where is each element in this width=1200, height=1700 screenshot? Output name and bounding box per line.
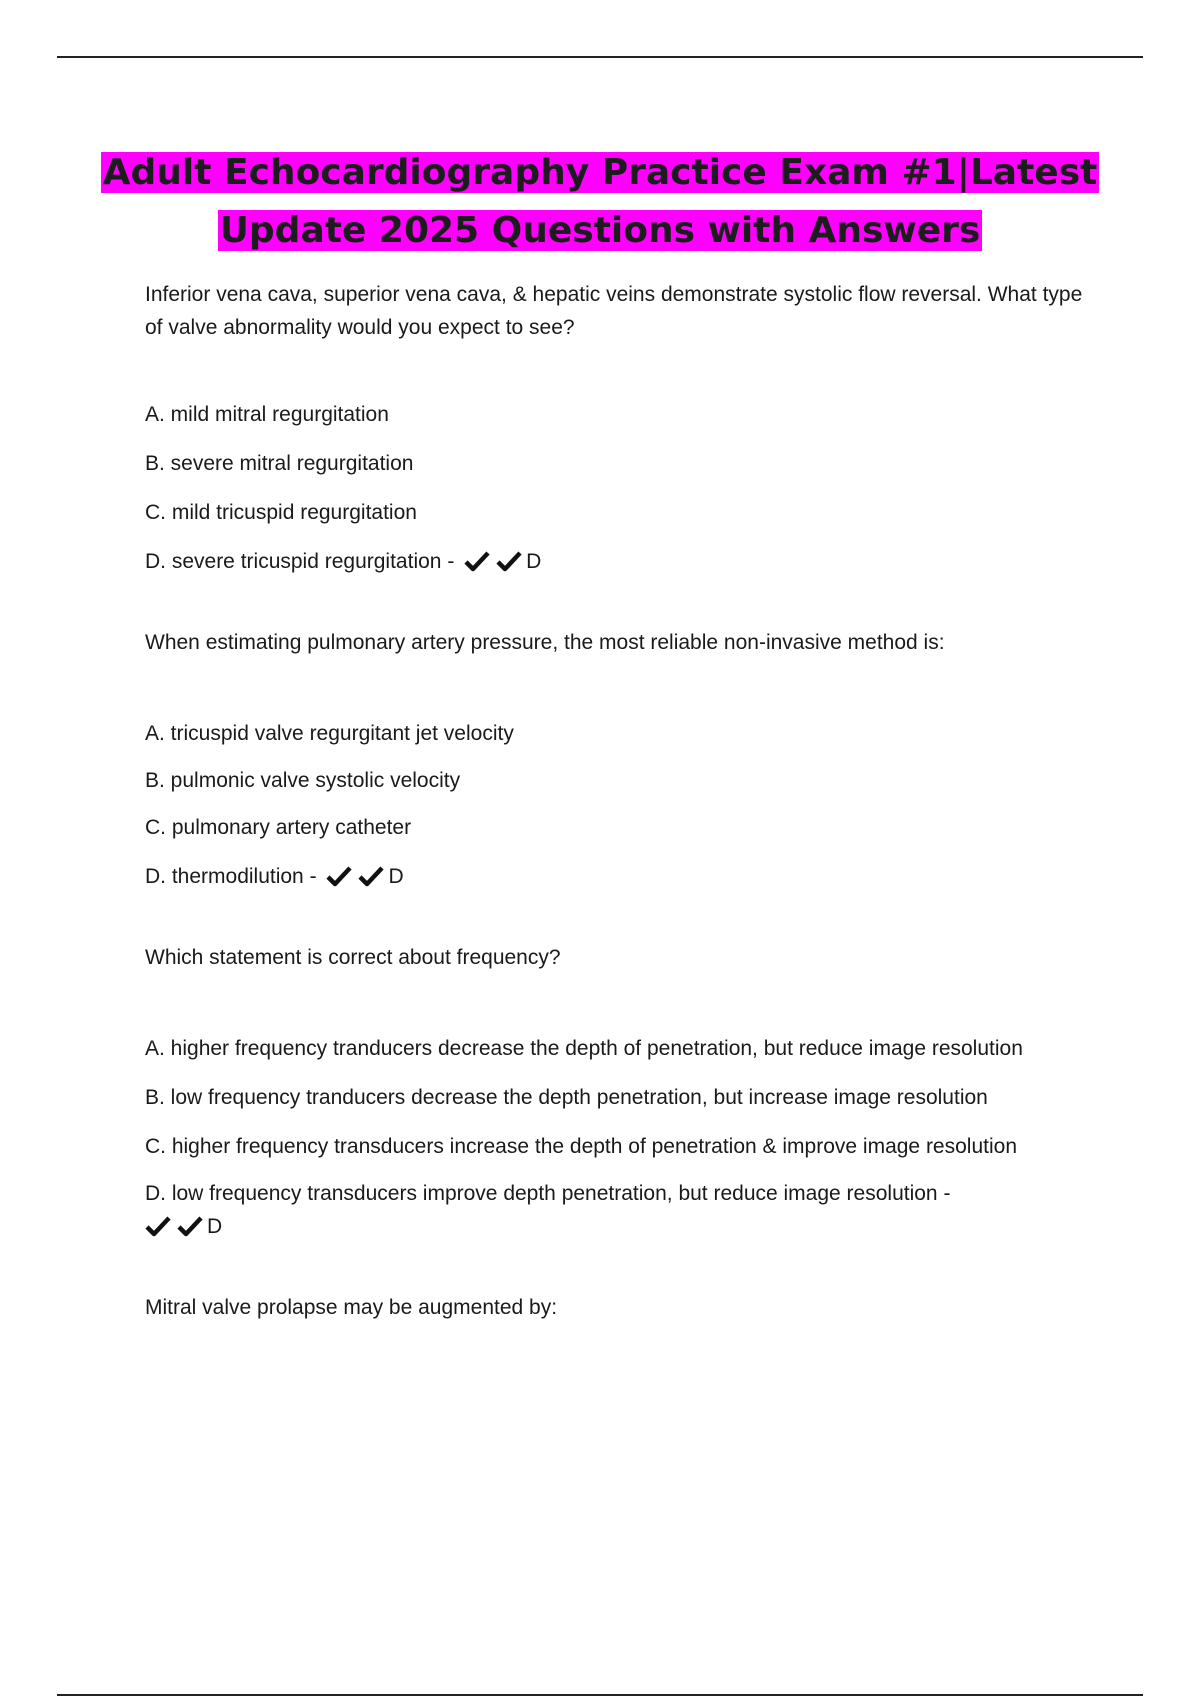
option-item: B. low frequency tranducers decrease the depth penetration, but increase image resolution: [145, 1086, 988, 1109]
answer-letter: D: [207, 1215, 223, 1238]
title-line-1: Adult Echocardiography Practice Exam #1|Latest: [102, 152, 1098, 193]
question-block: [145, 626, 1105, 893]
question-block: [145, 1291, 1105, 1324]
question-text: Inferior vena cava, superior vena cava, & hepatic veins demonstrate systolic flow reversal. What type of valve abnormality would you expect to see?: [145, 283, 1083, 339]
answer-separator: -: [943, 1182, 951, 1205]
option-item-answered: [145, 860, 1105, 893]
check-icon: [177, 1215, 203, 1237]
option-item-answered: [145, 1177, 1105, 1243]
option-list: [145, 398, 1105, 578]
option-item: A. tricuspid valve regurgitant jet velocity: [145, 722, 514, 745]
option-text: D. thermodilution: [145, 865, 304, 888]
answer-letter: D: [526, 550, 542, 573]
option-item: C. higher frequency transducers increase the depth of penetration & improve image resolution: [145, 1135, 1017, 1158]
option-list: [145, 717, 1105, 893]
option-item: C. mild tricuspid regurgitation: [145, 501, 417, 524]
title-line-2: Update 2025 Questions with Answers: [219, 210, 981, 251]
option-item: A. mild mitral regurgitation: [145, 403, 389, 426]
check-icon: [496, 550, 522, 572]
check-icon: [326, 865, 352, 887]
question-text: When estimating pulmonary artery pressure, the most reliable non-invasive method is:: [145, 631, 945, 654]
option-item: A. higher frequency tranducers decrease the depth of penetration, but reduce image resolution: [145, 1037, 1023, 1060]
document-title: [60, 144, 1140, 260]
check-icon: [145, 1215, 171, 1237]
question-block: [145, 941, 1105, 1243]
option-list: [145, 1032, 1105, 1243]
option-item: B. pulmonic valve systolic velocity: [145, 769, 461, 792]
option-item-answered: [145, 545, 1105, 578]
answer-letter: D: [388, 865, 404, 888]
question-list: [145, 278, 1105, 1324]
option-text: D. low frequency transducers improve depth penetration, but reduce image resolution: [145, 1182, 938, 1205]
question-text: Mitral valve prolapse may be augmented by:: [145, 1296, 558, 1319]
answer-separator: -: [309, 865, 317, 888]
option-item: C. pulmonary artery catheter: [145, 816, 412, 839]
bottom-rule: [57, 1694, 1143, 1696]
question-text: Which statement is correct about frequency?: [145, 946, 561, 969]
check-icon: [464, 550, 490, 572]
option-text: D. severe tricuspid regurgitation: [145, 550, 442, 573]
top-rule: [57, 56, 1143, 58]
question-block: [145, 278, 1105, 578]
option-item: B. severe mitral regurgitation: [145, 452, 414, 475]
check-icon: [358, 865, 384, 887]
answer-separator: -: [447, 550, 455, 573]
